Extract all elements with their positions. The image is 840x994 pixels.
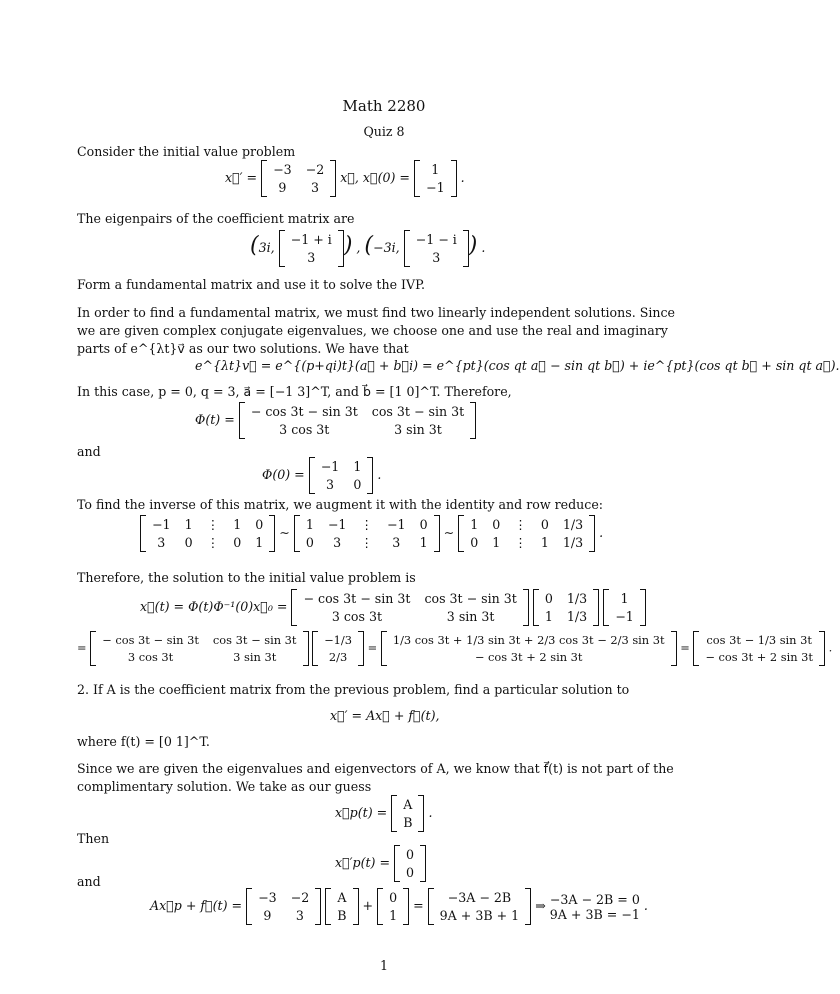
matrix-cell: 1: [353, 459, 362, 474]
eigenvector-1: [279, 230, 344, 267]
ivp-equation: x⃗′ = −3 −2 9 3 x⃗, x⃗(0) = 1 −1 .: [225, 162, 465, 195]
and-text-1: and: [77, 444, 101, 459]
guess-lhs: x⃗p(t) =: [335, 805, 388, 820]
matrix-cell: 0: [353, 477, 362, 492]
matrix-cell: ⋮: [514, 517, 527, 532]
euler-equation: e^{λt}v⃗ = e^{(p+qi)t}(a⃗ + b⃗i) = e^{pt}(cos qt a⃗ − sin qt b⃗) + ie^{pt}(cos qt b⃗ + sin qt a⃗).: [195, 358, 840, 373]
solution-line-2: = − cos 3t − sin 3t cos 3t − sin 3t 3 cos 3t 3 sin 3t −1/3 2/3 = 1/3 cos 3t + 1/3 sin 3t + 2/3 cos 3t − 2/3 sin 3t − cos 3t + 2 sin 3t = cos 3t − 1/3 sin 3t − cos 3t + 2 sin 3t .: [77, 633, 833, 664]
matrix-cell: 3: [333, 535, 342, 550]
matrix-A-2: [246, 888, 321, 925]
matrix-cell: 0: [389, 890, 398, 905]
equals-4: =: [413, 898, 424, 913]
therefore-text: Therefore, the solution to the initial value problem is: [77, 570, 416, 585]
matrix-cell: 3 sin 3t: [446, 609, 495, 624]
matrix-cell: 3 cos 3t: [331, 609, 383, 624]
matrix-cell: ⋮: [514, 535, 527, 550]
and-text-2: and: [77, 874, 101, 889]
case-line: In this case, p = 0, q = 3, a⃗ = [−1 3]^T, and b⃗ = [1 0]^T. Therefore,: [77, 384, 512, 399]
matrix-cell: 9A + 3B + 1: [439, 908, 520, 923]
eigenvalue-1: 3i,: [258, 240, 275, 255]
matrix-cell: 1/3: [566, 591, 588, 606]
matrix-cell: 0: [406, 847, 415, 862]
matrix-cell: cos 3t − sin 3t: [212, 633, 297, 647]
matrix-cell: cos 3t − sin 3t: [424, 591, 517, 606]
matrix-cell: 0: [419, 517, 428, 532]
matrix-cell: ⋮: [360, 535, 373, 550]
matrix-cell: 1: [470, 517, 479, 532]
sum-equation: Ax⃗p + f⃗(t) = −3 −2 9 3 A B + 0 1 = −3A − 2B 9A + 3B + 1 ⇒ −3A − 2B = 0 9A + 3B = −1 .: [150, 890, 648, 923]
matrix-cell: 1: [419, 535, 428, 550]
eigenvalue-2: −3i,: [373, 240, 400, 255]
guess-vector-2: [325, 888, 358, 925]
equals-2: =: [367, 640, 378, 655]
matrix-cell: 0: [544, 591, 553, 606]
matrix-cell: 1: [492, 535, 501, 550]
sum-lhs: Ax⃗p + f⃗(t) =: [150, 898, 243, 913]
matrix-cell: − cos 3t − sin 3t: [303, 591, 411, 606]
matrix-cell: −1: [615, 609, 634, 624]
where-text: where f(t) = [0 1]^T.: [77, 734, 210, 749]
matrix-cell: −1: [426, 180, 445, 195]
matrix-cell: cos 3t − sin 3t: [371, 404, 465, 419]
matrix-cell: 3: [432, 250, 441, 265]
matrix-cell: −1: [387, 517, 406, 532]
matrix-cell: ⋮: [206, 535, 220, 550]
system-eq-2: 9A + 3B = −1: [549, 906, 640, 922]
guess-equation: x⃗p(t) = A B .: [335, 797, 433, 830]
middle-column: [381, 631, 677, 666]
matrix-cell: 1: [184, 517, 193, 532]
solution-paragraph: In order to find a fundamental matrix, we must find two linearly independent solutions. Since we are given complex conjugate eigenvalues, we choose one and use the real and imaginary parts of e^{λt}v⃗ as our two solutions. We have that: [77, 305, 675, 356]
matrix-cell: 3: [295, 908, 304, 923]
sim-symbol-2: ∼: [443, 525, 455, 540]
implies-symbol: ⇒: [535, 898, 546, 913]
matrix-cell: 0: [255, 517, 264, 532]
then-text: Then: [77, 831, 110, 846]
v-column: [312, 631, 364, 666]
matrix-cell: 1: [233, 517, 242, 532]
matrix-cell: B: [337, 908, 347, 923]
system-eq-1: −3A − 2B = 0: [549, 891, 640, 907]
matrix-cell: B: [403, 815, 413, 830]
matrix-cell: 1/3: [566, 609, 588, 624]
initial-vector: [414, 160, 457, 197]
matrix-cell: 3: [326, 477, 335, 492]
matrix-cell: −1 + i: [290, 232, 332, 247]
f-vector: [377, 888, 409, 925]
ivp-lhs: x⃗′ =: [225, 170, 258, 185]
matrix-cell: − cos 3t + 2 sin 3t: [474, 650, 583, 664]
matrix-cell: −2: [305, 162, 325, 177]
eigenpairs: (3i, −1 + i 3 ) , (−3i, −1 − i 3 ) .: [250, 232, 486, 265]
eigen-intro-text: The eigenpairs of the coefficient matrix are: [77, 211, 355, 226]
since-text: Since we are given the eigenvalues and eigenvectors of A, we know that f⃗(t) is not part of the complimentary solution. We take as our guess: [77, 761, 674, 794]
matrix-cell: −3: [258, 890, 277, 905]
matrix-cell: 3: [157, 535, 166, 550]
matrix-cell: −1: [152, 517, 171, 532]
row-reduction: −1 1 ⋮ 1 0 3 0 ⋮ 0 1 ∼ 1 −1 ⋮ −1 0 0 3 ⋮ 3 1 ∼ 1 0 ⋮ 0 1/3 0 1 ⋮ 1 1/3 .: [140, 515, 603, 552]
final-column: [693, 631, 825, 666]
matrix-cell: 3 cos 3t: [279, 422, 330, 437]
phi0-lhs: Φ(0) =: [262, 467, 305, 482]
result-column: [428, 888, 532, 925]
matrix-cell: 3 cos 3t: [127, 650, 174, 664]
matrix-cell: 1: [431, 162, 440, 177]
matrix-cell: 0: [305, 535, 314, 550]
matrix-cell: −1: [320, 459, 340, 474]
matrix-cell: −1: [327, 517, 347, 532]
matrix-cell: 3 sin 3t: [394, 422, 442, 437]
phi-equation: [195, 402, 476, 439]
phi-matrix-3: [90, 631, 308, 666]
matrix-cell: 1: [540, 535, 549, 550]
phi-inverse: [533, 589, 599, 626]
matrix-cell: cos 3t − 1/3 sin 3t: [706, 633, 812, 647]
matrix-cell: − cos 3t + 2 sin 3t: [705, 650, 814, 664]
matrix-cell: − cos 3t − sin 3t: [250, 404, 358, 419]
matrix-cell: −1/3: [324, 633, 353, 647]
phi-matrix-2: [291, 589, 528, 626]
derivative-lhs: x⃗′p(t) =: [335, 855, 391, 870]
phi0-equation: Φ(0) = −1 1 3 0 .: [262, 459, 382, 492]
matrix-cell: 0: [492, 517, 501, 532]
inverse-intro: To find the inverse of this matrix, we augment it with the identity and row reduce:: [77, 497, 604, 512]
matrix-cell: 0: [470, 535, 479, 550]
matrix-cell: 0: [184, 535, 193, 550]
matrix-cell: A: [337, 890, 347, 905]
matrix-cell: 1: [255, 535, 264, 550]
matrix-cell: 1: [620, 591, 629, 606]
matrix-cell: 9: [263, 908, 272, 923]
matrix-cell: 1/3 cos 3t + 1/3 sin 3t + 2/3 cos 3t − 2/3 sin 3t: [392, 633, 665, 647]
matrix-cell: 1/3: [562, 517, 584, 532]
linear-system: [550, 892, 640, 922]
problem2-statement: 2. If A is the coefficient matrix from the previous problem, find a particular solution to: [77, 682, 630, 697]
matrix-cell: ⋮: [206, 517, 220, 532]
matrix-cell: −3A − 2B: [447, 890, 512, 905]
matrix-cell: 3: [307, 250, 316, 265]
matrix-cell: 1: [305, 517, 314, 532]
page-title: Math 2280: [342, 97, 426, 115]
matrix-cell: −1 − i: [415, 232, 457, 247]
augmented-matrix-1: [140, 515, 275, 552]
intro-text: Consider the initial value problem: [77, 144, 296, 159]
equals-3: =: [680, 640, 690, 655]
solution-lhs: x⃗(t) = Φ(t)Φ⁻¹(0)x⃗₀ =: [140, 599, 288, 614]
matrix-cell: −2: [290, 890, 310, 905]
ivp-mid: x⃗, x⃗(0) =: [340, 170, 410, 185]
augmented-matrix-3: [458, 515, 595, 552]
matrix-cell: 0: [540, 517, 549, 532]
matrix-cell: −3: [273, 162, 292, 177]
matrix-cell: 1: [544, 609, 553, 624]
solution-line-1: [140, 589, 646, 626]
matrix-cell: 1: [389, 908, 398, 923]
x0-vector: [603, 589, 646, 626]
matrix-cell: 0: [406, 865, 415, 880]
augmented-matrix-2: [294, 515, 440, 552]
matrix-cell: 9: [278, 180, 287, 195]
phi0-matrix: [309, 457, 374, 494]
task-text: Form a fundamental matrix and use it to solve the IVP.: [77, 277, 426, 292]
equals-1: =: [77, 640, 87, 655]
matrix-cell: 2/3: [328, 650, 348, 664]
matrix-cell: 0: [233, 535, 242, 550]
phi-lhs: Φ(t) =: [195, 412, 235, 427]
guess-vector: [391, 795, 424, 832]
page-subtitle: Quiz 8: [363, 124, 405, 139]
sim-symbol-1: ∼: [279, 525, 290, 540]
matrix-cell: − cos 3t − sin 3t: [102, 633, 199, 647]
matrix-cell: ⋮: [360, 517, 373, 532]
phi-matrix: [239, 402, 476, 439]
matrix-cell: 1/3: [562, 535, 584, 550]
matrix-cell: 3: [392, 535, 401, 550]
matrix-cell: 3 sin 3t: [233, 650, 277, 664]
problem2-ode: x⃗′ = Ax⃗ + f⃗(t),: [330, 708, 440, 723]
matrix-cell: 3: [310, 180, 319, 195]
eigenvector-2: [404, 230, 469, 267]
matrix-A: [261, 160, 336, 197]
page-number: 1: [379, 958, 388, 973]
matrix-cell: A: [403, 797, 413, 812]
